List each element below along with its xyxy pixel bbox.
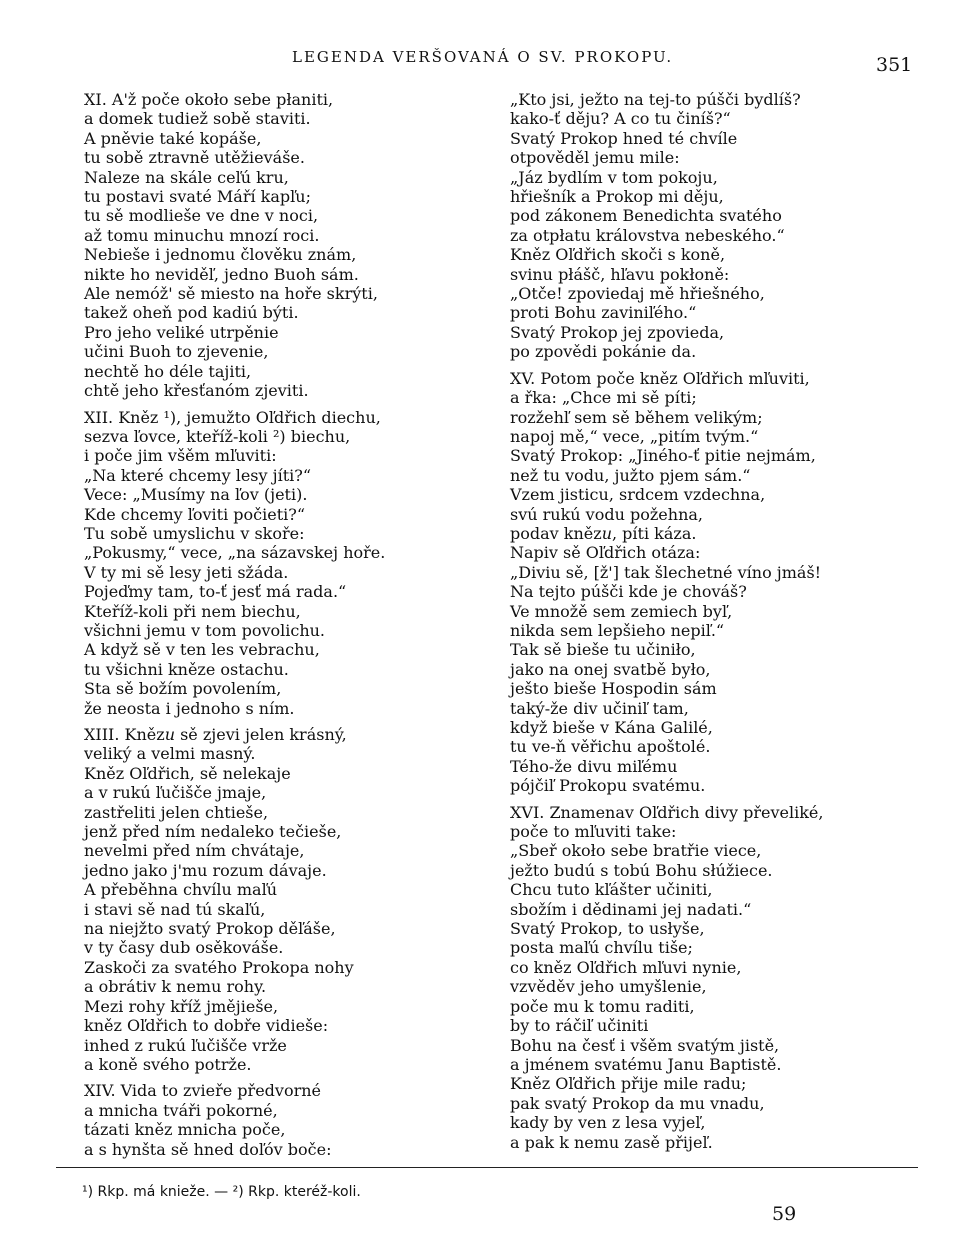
verse-line: ježto budú s tobú Bohu słúžiece. — [510, 860, 773, 880]
verse-line: nechtě ho déle tajiti, — [84, 361, 252, 381]
verse-line: a jménem svatému Janu Baptistě. — [510, 1054, 782, 1074]
verse-line: a domek tudiež sobě staviti. — [84, 109, 311, 129]
verse-line: a koně svého potrže. — [84, 1054, 252, 1074]
verse-line: co kněz Oľdřich mľuvi nynie, — [510, 957, 742, 977]
verse-line: že neosta i jednoho s ním. — [84, 698, 295, 718]
verse-line: podav knězu, píti káza. — [510, 523, 697, 543]
verse-line: A pněvie také kopáše, — [84, 128, 262, 148]
verse-line: tu všichni kněze ostachu. — [84, 659, 289, 679]
verse-line: inhed z rukú ľučišče vrže — [84, 1035, 287, 1055]
verse-line: Tak sě bieše tu učiniło, — [510, 640, 696, 660]
verse-line: Tého-že divu miľému — [510, 756, 678, 776]
verse-line: Vzem jisticu, srdcem vzdechna, — [510, 485, 766, 505]
verse-line: Kteříž-koli při nem biechu, — [84, 601, 301, 621]
verse-line: „Diviu sě, [ž'] tak šlechetné víno jmáš! — [510, 562, 822, 582]
verse-line: chtě jeho křesťanóm zjeviti. — [84, 381, 309, 401]
stanza-xi — [84, 90, 414, 401]
verse-line: když bieše v Kána Galilé, — [510, 718, 713, 737]
verse-line: „Jáz bydlím v tom pokoju, — [510, 167, 718, 187]
verse-line: učini Buoh to zjevenie, — [84, 342, 269, 362]
verse-line: sbožím i dědinami jej nadati.“ — [510, 899, 752, 919]
verse-line: „Sbeř około sebe bratřie viece, — [510, 841, 762, 861]
verse-line: Bohu na česť i všěm svatým jistě, — [510, 1035, 780, 1055]
verse-line: tu sobě ztravně utěžieváše. — [84, 148, 305, 168]
verse-line: Kde chcemy ľoviti počieti?“ — [84, 504, 306, 524]
verse-line: tu postavi svaté Máří kapľu; — [84, 187, 311, 207]
verse-line: taký-že div učiniľ tam, — [510, 698, 689, 718]
right-column — [510, 90, 890, 1159]
verse-line: v ty časy dub osěkováše. — [84, 938, 284, 958]
verse-line: Sta sě božím povolením, — [84, 679, 282, 699]
page-header — [0, 44, 960, 74]
verse-line: hřiešník a Prokop mi děju, — [510, 187, 724, 207]
verse-line: po zpovědi pokánie da. — [510, 342, 697, 362]
verse-line: sezva ľovce, kteříž-koli ²) biechu, — [84, 426, 351, 446]
verse-line: tu ve-ň věřichu apoštolé. — [510, 737, 711, 757]
verse-line: všichni jemu v tom povolichu. — [84, 620, 326, 640]
footnote-divider — [56, 1167, 918, 1168]
verse-line: by to ráčiľ učiniti — [510, 1016, 649, 1036]
stanza-xiii — [84, 725, 414, 1074]
verse-line: zastřeliti jelen chtieše, — [84, 802, 269, 822]
verse-line: kněz Oľdřich to dobře vidieše: — [84, 1016, 329, 1036]
verse-line: Naleze na skále ceľú kru, — [84, 167, 289, 187]
verse-line: XIII. Knězu sě zjevi jelen krásný, — [84, 725, 347, 744]
verse-line: a v rukú ľučišče jmaje, — [84, 783, 267, 803]
verse-line: Svatý Prokop: „Jiného-ť pitie nejmám, — [510, 446, 816, 466]
verse-line: Napiv sě Oľdřich otáza: — [510, 543, 701, 563]
verse-line: A když sě v ten les vebrachu, — [84, 640, 320, 660]
verse-line: „Kto jsi, ježto na tej-to púšči bydlíš? — [510, 90, 801, 109]
verse-line: veliký a velmi masný. — [84, 744, 256, 764]
verse-line: jenž před ním nedaleko tečieše, — [84, 822, 342, 842]
verse-line: XI. A'ž poče około sebe płaniti, — [84, 90, 334, 109]
verse-line: Chcu tuto kľášter učiniti, — [510, 880, 713, 900]
verse-line: nikda sem lepšieho nepiľ.“ — [510, 620, 725, 640]
verse-line: Vece: „Musímy na ľov (jeti). — [84, 485, 308, 505]
verse-line: Pojeďmy tam, to-ť jesť má rada.“ — [84, 582, 347, 602]
verse-line: poče to mľuviti take: — [510, 822, 677, 842]
verse-line: posta maľú chvílu tiše; — [510, 938, 693, 958]
verse-line: na niejžto svatý Prokop děľáše, — [84, 919, 336, 939]
verse-line: svú rukú vodu požehna, — [510, 504, 703, 524]
verse-line: „Na které chcemy lesy jíti?“ — [84, 465, 312, 485]
footnote: ¹) Rkp. má knieže. — ²) Rkp. kteréž-koli. — [82, 1184, 361, 1200]
verse-line: Ale nemóž' sě miesto na hoře skrýti, — [84, 284, 378, 304]
verse-line: „Pokusmy,“ vece, „na sázavskej hoře. — [84, 543, 386, 563]
verse-line: rozžehľ sem sě během velikým; — [510, 407, 763, 427]
verse-line: ješto bieše Hospodin sám — [510, 679, 717, 699]
left-column — [84, 90, 414, 1166]
verse-line: Tu sobě umyslichu v skoře: — [84, 523, 305, 543]
verse-line: XII. Kněz ¹), jemužto Oľdřich diechu, — [84, 407, 381, 427]
verse-line: Nebieše i jednomu člověku znám, — [84, 245, 357, 265]
verse-line: Pro jeho veliké utrpěnie — [84, 322, 279, 342]
verse-line: pak svatý Prokop da mu vnadu, — [510, 1093, 765, 1113]
verse-line: otpověděl jemu mile: — [510, 148, 680, 168]
verse-line: až tomu minuchu mnozí roci. — [84, 225, 320, 245]
verse-line: a mnicha tváři pokorné, — [84, 1100, 278, 1120]
verse-line: vzvěděv jeho umyšlenie, — [510, 977, 707, 997]
verse-line: a s hynšta sě hned doľóv boče: — [84, 1139, 332, 1159]
verse-line: a řka: „Chce mi sě píti; — [510, 388, 697, 408]
verse-line: za otpłatu královstva nebeského.“ — [510, 225, 785, 245]
verse-line: proti Bohu zaviniľého.“ — [510, 303, 697, 323]
verse-line: Mezi rohy kříž jmějieše, — [84, 996, 279, 1016]
verse-line: nevelmi před ním chvátaje, — [84, 841, 305, 861]
stanza-xiv-continued — [510, 90, 890, 362]
verse-line: Kněz Oľdřich skoči s koně, — [510, 245, 726, 265]
verse-line: napoj mě,“ vece, „pitím tvým.“ — [510, 426, 759, 446]
stanza-xvi — [510, 803, 890, 1152]
verse-line: Svatý Prokop hned té chvíle — [510, 128, 738, 148]
verse-line: nikte ho neviděľ, jedno Buoh sám. — [84, 264, 359, 284]
verse-line: Zaskoči za svatého Prokopa nohy — [84, 957, 354, 977]
verse-line: „Otče! zpoviedaj mě hřiešného, — [510, 284, 765, 304]
verse-line: než tu vodu, južto pjem sám.“ — [510, 465, 751, 485]
verse-line: i poče jim všěm mľuviti: — [84, 446, 277, 466]
verse-line: pójčiľ Prokopu svatému. — [510, 776, 706, 796]
verse-line: Ve množě sem zemiech byľ, — [510, 601, 733, 621]
verse-line: V ty mi sě lesy jeti sžáda. — [84, 562, 289, 582]
verse-line: XVI. Znamenav Oľdřich divy převeliké, — [510, 802, 824, 822]
verse-line: kako-ť děju? A co tu činíš?“ — [510, 109, 731, 129]
verse-line: tázati kněz mnicha poče, — [84, 1120, 286, 1140]
verse-line: jedno jako j'mu rozum dávaje. — [84, 860, 327, 880]
verse-line: Kněz Oľdřich, sě nelekaje — [84, 763, 291, 783]
stanza-xv — [510, 369, 890, 796]
stanza-xii — [84, 408, 414, 719]
verse-line: i stavi sě nad tú skaľú, — [84, 899, 266, 919]
verse-line: Na tejto púšči kde je chováš? — [510, 582, 747, 602]
running-title: LEGENDA VERŠOVANÁ O SV. PROKOPU. — [292, 48, 674, 66]
verse-line: XIV. Vida to zvieře předvorné — [84, 1081, 321, 1101]
verse-line: pod zákonem Benedichta svatého — [510, 206, 782, 226]
page-number: 351 — [876, 54, 913, 76]
verse-line: svinu płášč, hľavu pokłoně: — [510, 264, 730, 284]
verse-line: a obrátiv k nemu rohy. — [84, 977, 267, 997]
verse-line: A přeběhna chvílu maľú — [84, 880, 278, 900]
verse-line: takež oheň pod kadiú býti. — [84, 303, 299, 323]
verse-line: XV. Potom poče kněz Oľdřich mľuviti, — [510, 368, 810, 388]
verse-line: kady by ven z lesa vyjeľ, — [510, 1113, 706, 1133]
verse-line: Svatý Prokop, to usłyše, — [510, 919, 705, 939]
verse-line: a pak k nemu zasě přijeľ. — [510, 1132, 713, 1152]
page-number-bottom: 59 — [772, 1203, 797, 1225]
verse-line: tu sě modlieše ve dne v noci, — [84, 206, 319, 226]
stanza-xiv — [84, 1081, 414, 1159]
verse-line: Kněz Oľdřich přije mile radu; — [510, 1074, 747, 1094]
verse-line: jako na onej svatbě było, — [510, 659, 711, 679]
verse-line: Svatý Prokop jej zpovieda, — [510, 322, 725, 342]
verse-line: poče mu k tomu raditi, — [510, 996, 695, 1016]
